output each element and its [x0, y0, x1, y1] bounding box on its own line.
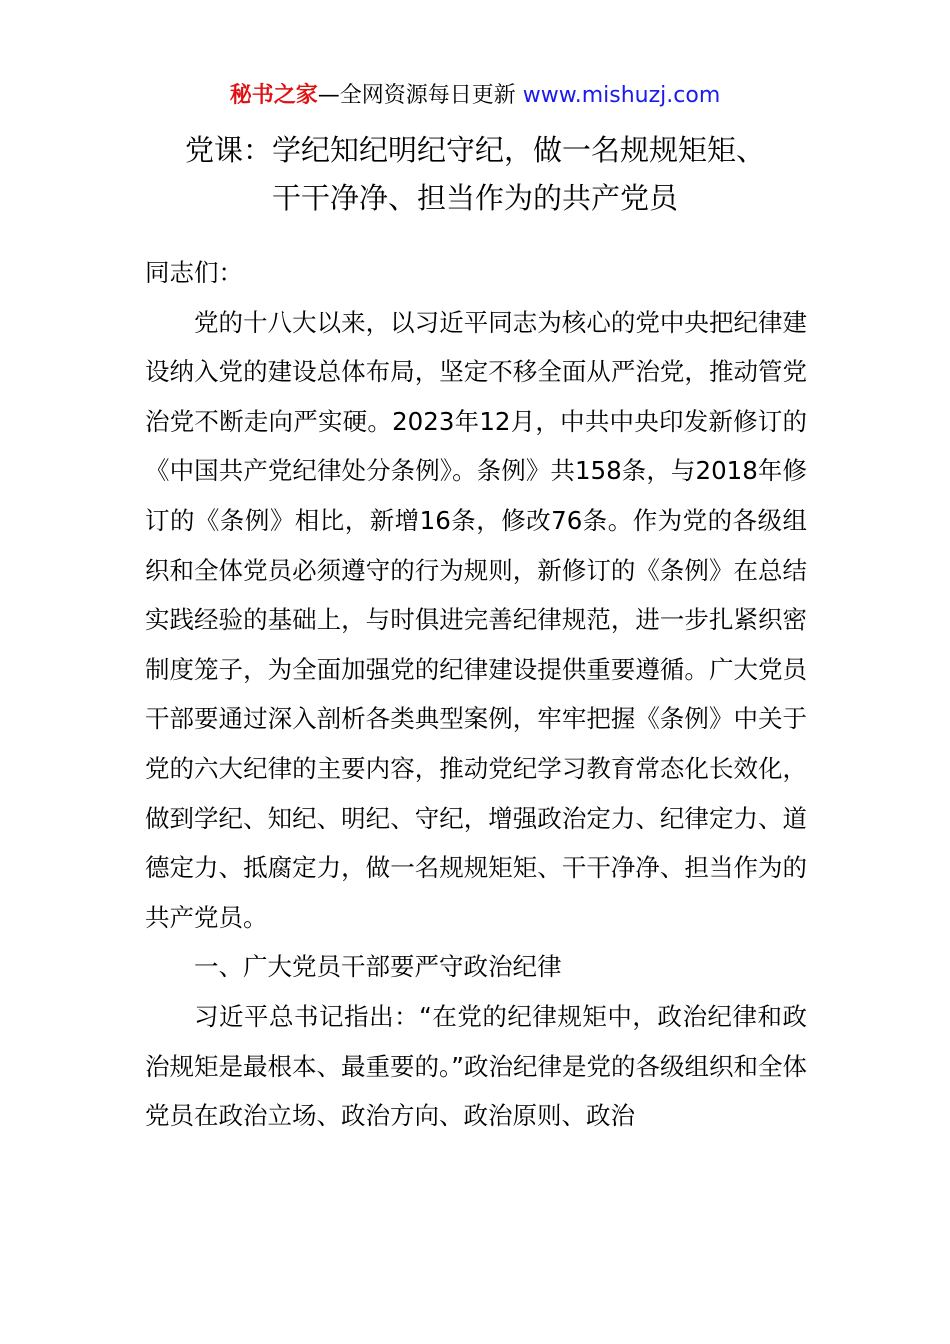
- site-tagline: —全网资源每日更新: [317, 83, 516, 108]
- title-line-1: 党课：学纪知纪明纪守纪，做一名规规矩矩、: [184, 133, 765, 167]
- site-url-link[interactable]: www.mishuzj.com: [522, 83, 721, 108]
- site-header: [0, 80, 950, 112]
- document-title: [120, 126, 830, 222]
- document-body: [145, 248, 807, 1141]
- salutation: 同志们：: [145, 258, 243, 287]
- site-brand: 秘书之家: [229, 83, 318, 108]
- section-heading: 一、广大党员干部要严守政治纪律: [194, 952, 562, 982]
- paragraph: 习近平总书记指出：“在党的纪律规矩中，政治纪律和政治规矩是最根本、最重要的。”政治纪律是党的各级组织和全体党员在政治立场、政治方向、政治原则、政治: [145, 1001, 807, 1131]
- paragraph: 党的十八大以来，以习近平同志为核心的党中央把纪律建设纳入党的建设总体布局，坚定不移全面从严治党，推动管党治党不断走向严实硬。2023年12月，中共中央印发新修订的《中国共产党纪律处分条例》。条例》共158条，与2018年修订的《条例》相比，新增16条，修改76条。作为党的各级组织和全体党员必须遵守的行为规则，新修订的《条例》在总结实践经验的基础上，与时俱进完善纪律规范，进一步扎紧织密制度笼子，为全面加强党的纪律建设提供重要遵循。广大党员干部要通过深入剖析各类典型案例，牢牢把握《条例》中关于党的六大纪律的主要内容，推动党纪学习教育常态化长效化，做到学纪、知纪、明纪、守纪，增强政治定力、纪律定力、道德定力、抵腐定力，做一名规规矩矩、干干净净、担当作为的共产党员。: [145, 307, 807, 932]
- title-line-2: 干干净净、担当作为的共产党员: [271, 181, 678, 215]
